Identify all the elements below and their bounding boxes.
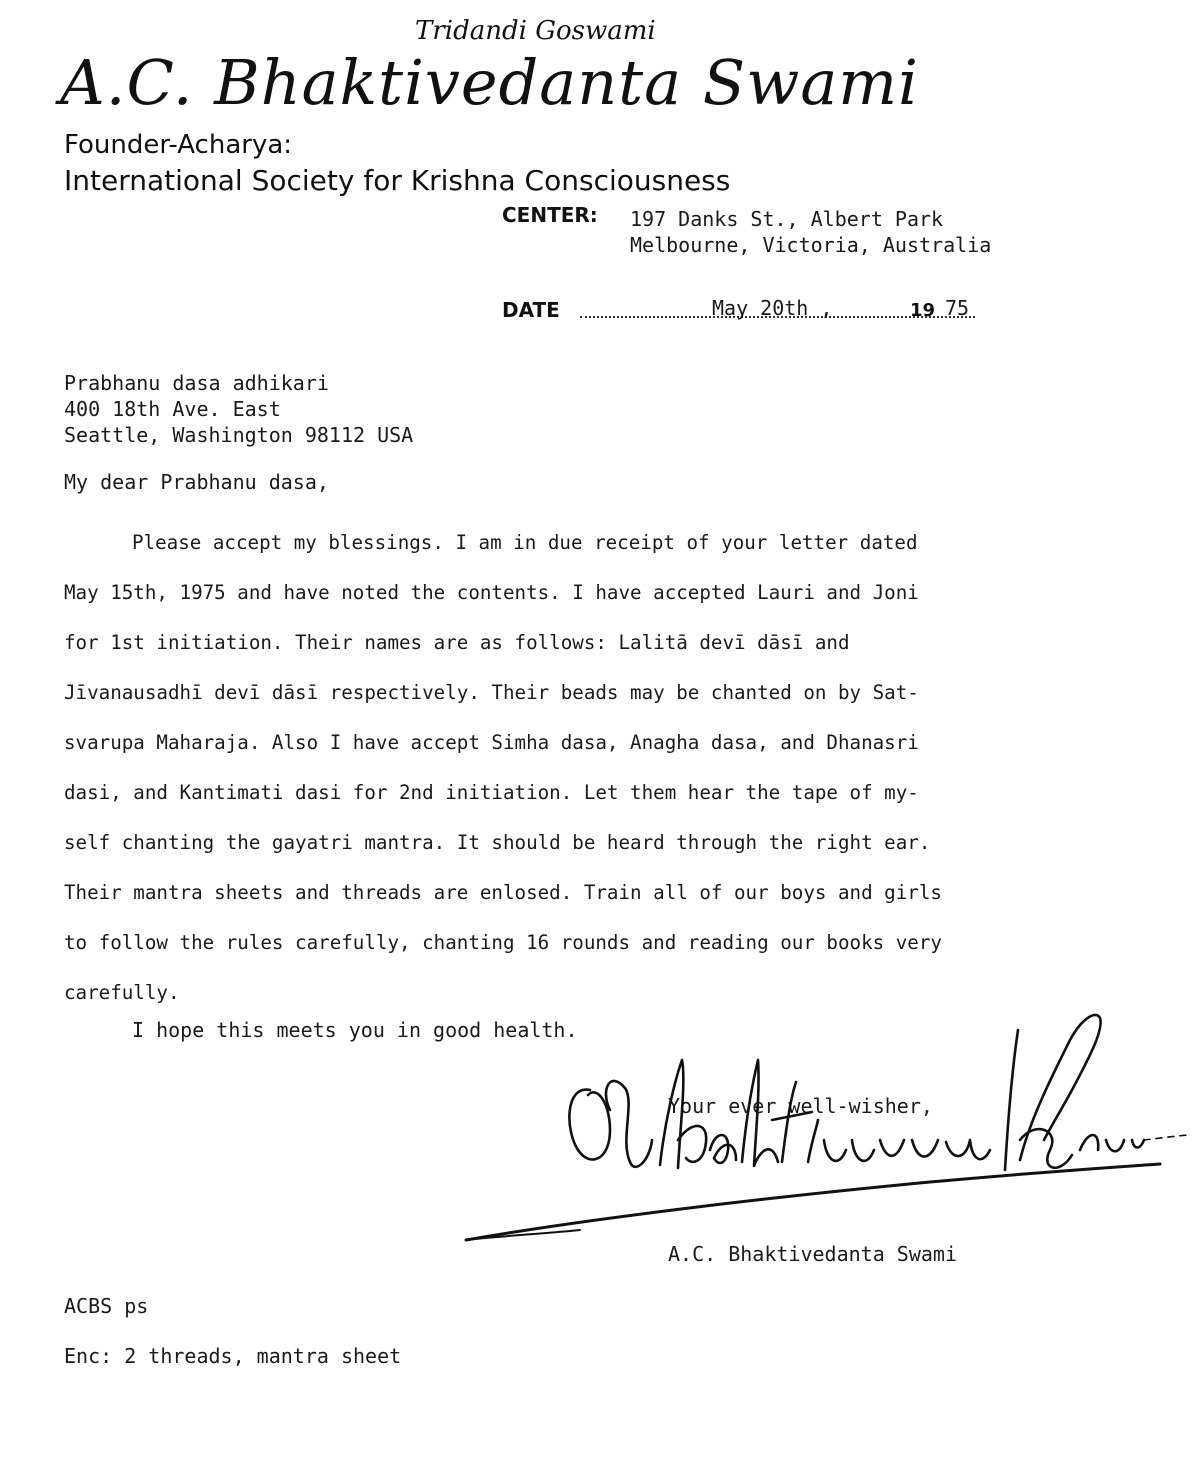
body-line: carefully. bbox=[64, 981, 180, 1004]
center-address-line2: Melbourne, Victoria, Australia bbox=[630, 233, 992, 257]
body-line: for 1st initiation. Their names are as follows: Lalitā devī dāsī and bbox=[64, 631, 850, 654]
date-year-prefix: 19 bbox=[910, 300, 936, 321]
letterhead-name: A.C. Bhaktivedanta Swami bbox=[60, 46, 919, 119]
body-line: Please accept my blessings. I am in due receipt of your letter dated bbox=[132, 531, 918, 554]
recipient-name: Prabhanu dasa adhikari bbox=[64, 371, 329, 395]
recipient-city: Seattle, Washington 98112 USA bbox=[64, 423, 414, 447]
recipient-address bbox=[64, 370, 413, 448]
body-line: May 15th, 1975 and have noted the contents. I have accepted Lauri and Joni bbox=[64, 581, 919, 604]
letterhead-title-line: Tridandi Goswami bbox=[415, 16, 656, 46]
center-address bbox=[630, 206, 991, 258]
body-line: self chanting the gayatri mantra. It should be heard through the right ear. bbox=[64, 831, 931, 854]
letterhead-role: Founder-Acharya: bbox=[64, 130, 293, 160]
date-year-suffix: 75 bbox=[945, 296, 970, 320]
center-address-line1: 197 Danks St., Albert Park bbox=[630, 207, 944, 231]
letterhead-organization: International Society for Krishna Consciousness bbox=[64, 164, 731, 197]
salutation: My dear Prabhanu dasa, bbox=[64, 470, 329, 494]
recipient-street: 400 18th Ave. East bbox=[64, 397, 281, 421]
date-label: DATE bbox=[502, 298, 560, 322]
body-line: dasi, and Kantimati dasi for 2nd initiation. Let them hear the tape of my- bbox=[64, 781, 919, 804]
body-line: Their mantra sheets and threads are enlosed. Train all of our boys and girls bbox=[64, 881, 942, 904]
body-line: to follow the rules carefully, chanting 16 rounds and reading our books very bbox=[64, 931, 942, 954]
handwritten-signature bbox=[460, 990, 1200, 1250]
valediction: Your ever well-wisher, bbox=[668, 1094, 933, 1118]
reference-initials: ACBS ps bbox=[64, 1294, 149, 1318]
date-value: May 20th , bbox=[712, 296, 833, 320]
signee-name: A.C. Bhaktivedanta Swami bbox=[668, 1242, 957, 1266]
center-label: CENTER: bbox=[502, 203, 598, 227]
letter-body bbox=[64, 518, 1134, 1018]
body-line: svarupa Maharaja. Also I have accept Simha dasa, Anagha dasa, and Dhanasri bbox=[64, 731, 919, 754]
body-line: Jīvanausadhī devī dāsī respectively. Their beads may be chanted on by Sat- bbox=[64, 681, 919, 704]
enclosure-line: Enc: 2 threads, mantra sheet bbox=[64, 1344, 402, 1368]
closing-line: I hope this meets you in good health. bbox=[132, 1018, 578, 1042]
